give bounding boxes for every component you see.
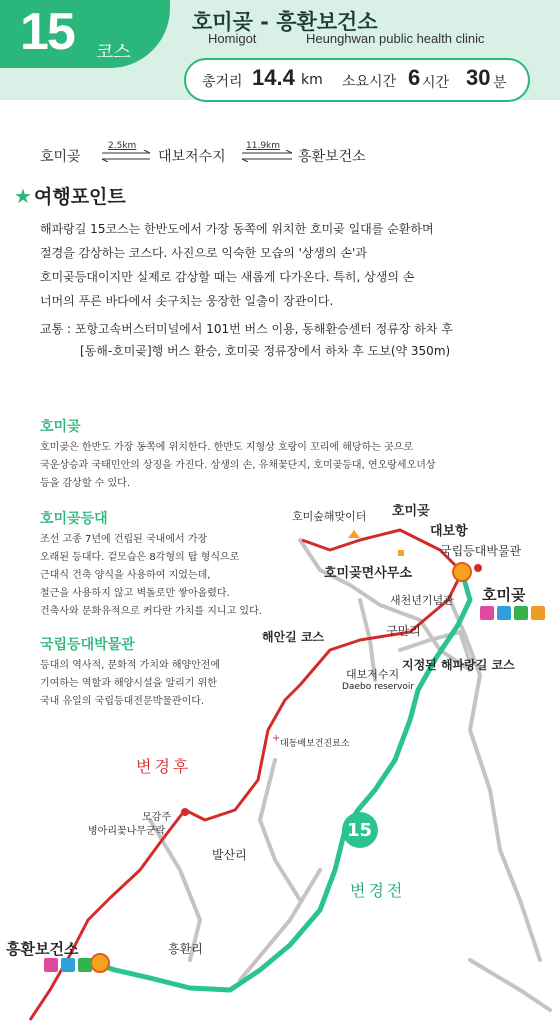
medical-cross-icon: + <box>272 733 281 744</box>
section-line: 오래된 등대다. 겉모습은 8각형의 탑 형식으로 <box>40 552 240 563</box>
travel-point-line: 해파랑길 15코스는 한반도에서 가장 동쪽에 위치한 호미곶 일대를 순환하며 <box>40 222 434 236</box>
travel-point-line: 절경을 감상하는 코스다. 사진으로 익숙한 모습의 '상생의 손'과 <box>40 246 367 260</box>
parking-icon <box>497 606 511 620</box>
section-title-museum: 국립등대박물관 <box>40 637 135 653</box>
section-line: 근대식 건축 양식을 사용하여 지었는데, <box>40 570 211 581</box>
label-reservoir-en: Daebo reservoir <box>342 682 415 692</box>
route-end: 흥환보건소 <box>298 149 366 165</box>
section-line: 국운상승과 국태민안의 상징을 가진다. 상생의 손, 유채꽃단지, 호미곶등대, 연오랑세오녀상 <box>40 460 436 471</box>
amenity-icons-clinic <box>44 958 92 972</box>
course-title-en-start: Homigot <box>208 31 257 46</box>
time-minutes-unit: 분 <box>493 75 507 91</box>
route-leg1-distance: 2.5km <box>108 141 137 151</box>
label-before-change: 변경전 <box>350 881 406 900</box>
parking-icon <box>61 958 75 972</box>
travel-point-title: 여행포인트 <box>34 186 126 208</box>
route-start: 호미곶 <box>40 149 81 165</box>
road <box>470 960 550 1010</box>
label-designated-course: 지정된 해파랑길 코스 <box>402 658 515 672</box>
section-line: 건축사와 문화유적으로 커다란 가치를 지니고 있다. <box>40 606 262 617</box>
label-mogang-2: 병아리꽃나무군락 <box>88 826 166 837</box>
transport-info: 교통 : 포항고속버스터미널에서 101번 버스 이용, 동해환승센터 정류장 하차 후 <box>40 322 453 336</box>
travel-point-line: 호미곶등대이지만 실제로 감상할 때는 새롭게 다가온다. 특히, 상생의 손 <box>40 270 415 284</box>
forest-marker <box>348 530 360 538</box>
course-marker-label: 15 <box>347 820 373 841</box>
distance-value: 14.4 <box>252 65 295 90</box>
section-title-lighthouse: 호미곶등대 <box>40 511 108 527</box>
section-line: 국내 유일의 국립등대전문박물관이다. <box>40 696 205 707</box>
restroom-icon <box>44 958 58 972</box>
label-reservoir: 대보저수지 <box>346 668 400 681</box>
label-balsanri: 발산리 <box>212 848 247 862</box>
label-coast-course: 해안길 코스 <box>262 630 325 644</box>
section-title-homigot: 호미곶 <box>40 419 81 435</box>
label-small-clinic: 대동배보건진료소 <box>280 739 350 749</box>
shop-icon <box>531 606 545 620</box>
section-line: 등을 감상할 수 있다. <box>40 478 130 489</box>
lighthouse-dot <box>474 564 482 572</box>
label-homigot-top: 호미곶 <box>392 504 430 519</box>
route-arrow-1 <box>100 150 152 162</box>
amenity-icons-homigot <box>480 606 545 620</box>
route-map <box>0 400 560 1030</box>
label-after-change: 변경후 <box>136 757 192 776</box>
section-line: 철근을 사용하지 않고 벽돌로만 쌓아올렸다. <box>40 588 230 599</box>
section-line: 호미곶은 한반도 가장 동쪽에 위치한다. 한반도 지형상 호랑이 꼬리에 해당하는 곳으로 <box>40 442 414 453</box>
road <box>260 760 300 900</box>
route-leg2-distance: 11.9km <box>246 141 281 151</box>
label-homigot-main: 호미곶 <box>482 586 526 604</box>
label-heunghwanri: 흥환리 <box>168 942 203 956</box>
section-line: 조선 고종 7년에 건립된 국내에서 가장 <box>40 534 208 545</box>
course-unit: 코스 <box>96 42 131 63</box>
road <box>150 820 200 960</box>
label-daebo-port: 대보항 <box>430 524 468 539</box>
label-forest: 호미숲해맞이터 <box>292 510 367 523</box>
section-line: 기여하는 역할과 해양시설을 알리기 위한 <box>40 678 217 689</box>
route-mid: 대보저수지 <box>158 149 226 165</box>
mogang-dot <box>181 808 189 816</box>
course-title-en-end: Heunghwan public health clinic <box>306 31 485 46</box>
course-title: 호미곶 - 흥환보건소 <box>192 10 378 34</box>
label-new-millennium: 새천년기념관 <box>390 594 454 607</box>
course-number: 15 <box>20 3 74 61</box>
time-hours: 6 <box>408 65 421 90</box>
food-icon <box>514 606 528 620</box>
clinic-marker <box>91 954 109 972</box>
label-office: 호미곶면사무소 <box>324 566 412 581</box>
time-hours-unit: 시간 <box>422 75 450 91</box>
distance-unit: km <box>301 72 323 88</box>
distance-label: 총거리 <box>202 74 243 90</box>
office-dot <box>398 550 404 556</box>
travel-point-line: 너머의 푸른 바다에서 솟구치는 웅장한 일출이 장관이다. <box>40 294 334 308</box>
label-mogang: 모감주 <box>142 812 171 823</box>
route-arrow-2 <box>240 150 294 162</box>
label-museum: 국립등대박물관 <box>440 544 522 558</box>
food-icon <box>78 958 92 972</box>
course-stats <box>184 58 530 102</box>
transport-info-cont: [동해-호미곶]행 버스 환승, 호미곶 정류장에서 하차 후 도보(약 350m) <box>80 344 451 358</box>
section-line: 등대의 역사적, 문화적 가치와 해양안전에 <box>40 660 221 671</box>
time-label: 소요시간 <box>342 74 397 90</box>
homigot-marker <box>453 563 471 581</box>
label-heunghwan-clinic: 흥환보건소 <box>6 940 79 958</box>
label-gumanri: 구만리 <box>386 624 421 638</box>
road <box>450 600 540 960</box>
time-minutes: 30 <box>466 65 491 90</box>
restroom-icon <box>480 606 494 620</box>
star-icon: ★ <box>14 184 32 208</box>
